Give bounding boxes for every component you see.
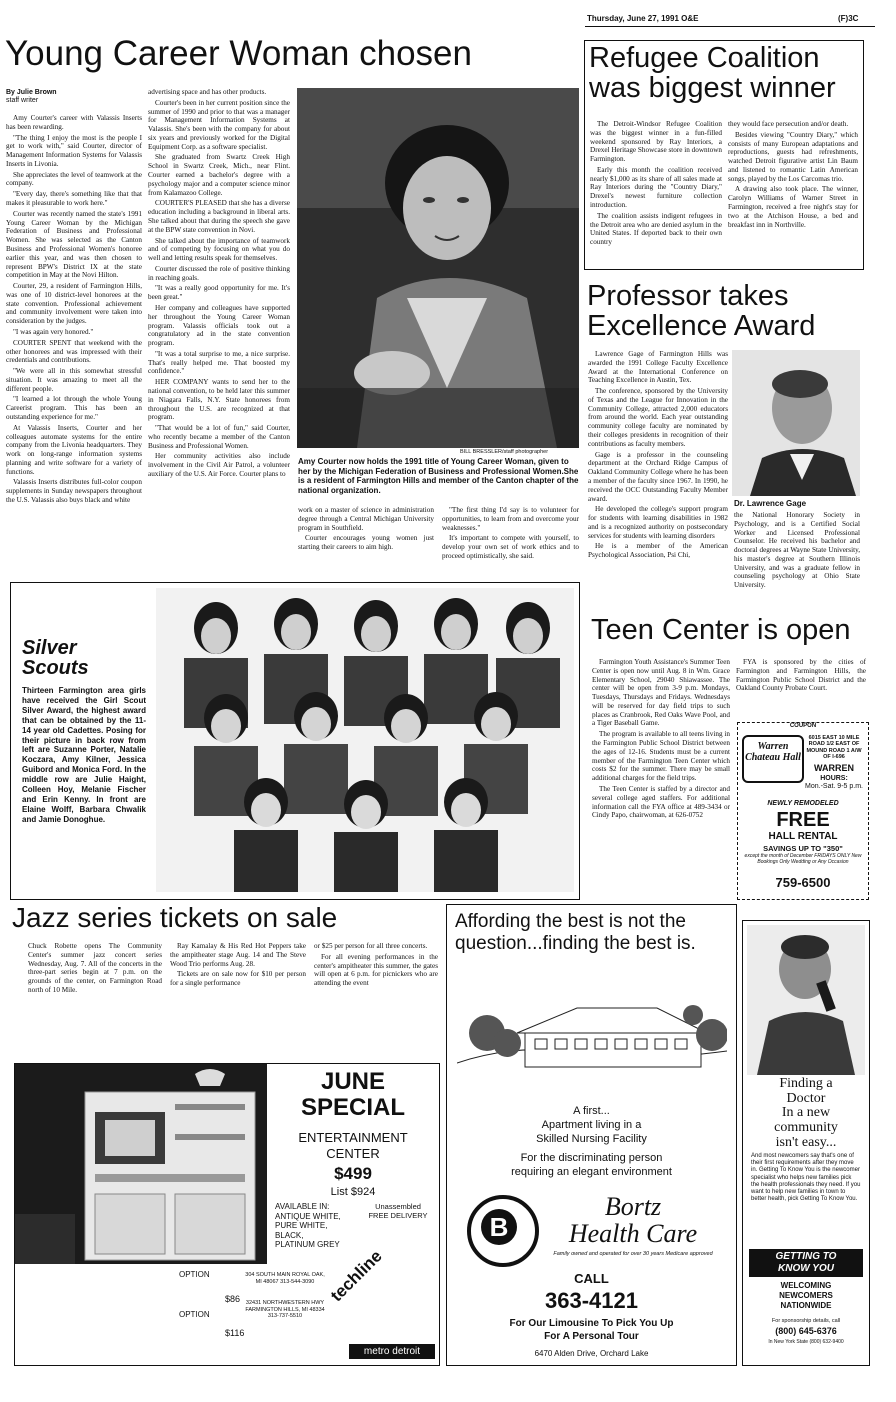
techline-price: $499 (334, 1164, 372, 1183)
bortz-line-5: requiring an elegant environment (511, 1166, 672, 1178)
professor-col2 (734, 511, 860, 592)
paragraph: COURTER'S PLEASED that she has a diverse education including a background in liberal arts. She talked about that during the speech she gave at the BPW state convention in Novi. (148, 199, 290, 234)
techline-ent-1: ENTERTAINMENT (298, 1130, 408, 1145)
refugee-col1 (590, 120, 722, 249)
bortz-small-print: Family owned and operated for over 30 years Medicare approved (553, 1251, 713, 1257)
techline-finish-2: PURE WHITE, (275, 1221, 328, 1231)
bortz-limo (447, 1317, 736, 1343)
techline-finish-4: PLATINUM GREY (275, 1240, 340, 1250)
bortz-ad (446, 904, 737, 1366)
paragraph: The conference, sponsored by the University of Texas and the League for Innovation in the Community College, attracted 2,000 educators from around the world. Each year outstanding community college faculty are nominated by their colleges presidents in recognition of their contributions as faculty members. (588, 387, 728, 448)
gtky-body: And most newcomers say that's one of their first requirements after they move in. Getting To Know You is the newcomer specialist who helps new families pick the health professionals they need. If you want to help new families in town to better health, pick Getting To Know You. (751, 1153, 861, 1203)
paragraph: Courter discussed the role of positive thinking in reaching goals. (148, 264, 290, 282)
warren-hours (802, 775, 866, 790)
paragraph: FYA is sponsored by the cities of Farmington and Farmington Hills, the Farmington Public School District and the Oakland County Probate Court. (736, 658, 866, 693)
savings-label: SAVINGS UP TO "350" (763, 844, 843, 853)
paragraph: "Every day, there's something like that that makes it pleasurable to work here." (6, 190, 142, 208)
building-illustration (457, 973, 727, 1083)
coupon-label: COUPON (789, 723, 817, 729)
paragraph: She appreciates the level of teamwork at the company. (6, 170, 142, 188)
gtky-h3: In a new (781, 1105, 831, 1121)
silver-scouts-title-line-2: Scouts (22, 657, 89, 680)
masthead-page: (F)3C (838, 14, 859, 23)
warren-fine-print: except the month of December FRIDAYS ONLY New Bookings Only Wedding or Any Occasion (744, 853, 862, 865)
techline-finish-3: BLACK, (275, 1230, 304, 1240)
photo-credit: BILL BRESSLER/staff photographer (460, 449, 549, 455)
paragraph: Amy Courter's career with Valassis Inserts has been rewarding. (6, 114, 142, 131)
techline-brand: techline (326, 1246, 386, 1306)
bortz-tagline-1: Affording the best is not the (455, 911, 686, 932)
techline-finish-1: ANTIQUE WHITE, (275, 1211, 341, 1221)
bortz-call: CALL (574, 1271, 609, 1286)
hall-rental-label: HALL RENTAL (768, 831, 838, 842)
paragraph: The coalition assists indigent refugees in the Detroit area who are denied asylum in the United States. If deported back to their own country (590, 211, 722, 247)
techline-ad (14, 1063, 440, 1366)
paragraph: "That would be a lot of fun," said Courter, who recently became a member of the Canton Business and Professional Women. (148, 424, 290, 450)
bortz-copy (447, 1105, 736, 1180)
bortz-seal-inner (481, 1209, 517, 1245)
young-career-headline: Young Career Woman chosen (5, 34, 472, 73)
hours-label: HOURS: (820, 775, 848, 782)
warren-phone: 759-6500 (775, 875, 831, 890)
hours-value: Mon.-Sat. 9-5 p.m. (805, 782, 863, 790)
bortz-seal-letter: B (489, 1212, 509, 1242)
gtky-logo (749, 1249, 863, 1277)
young-career-col4 (442, 506, 579, 563)
paragraph: Farmington Youth Assistance's Summer Teen Center is open now until Aug. 8 in Wm. Grace Elementary School, 29040 Shiawassee. The center will be open from 3-9 p.m. Mondays, Tuesdays, Thursdays and Fridays. Wednesdays will be reserved for day field trips to such places as Cranbrook, Red Oaks Wave Pool, and a Tiger Baseball Game. (592, 658, 730, 728)
paragraph: "I was again very honored." (13, 327, 94, 336)
techline-free-delivery: FREE DELIVERY (368, 1211, 428, 1220)
lawrence-gage-photo (732, 350, 860, 496)
teen-center-headline: Teen Center is open (591, 614, 851, 646)
techline-june: JUNE (320, 1068, 386, 1095)
gtky-ny-phone: In New York State (800) 632-9400 (768, 1339, 844, 1345)
techline-ent-2: CENTER (326, 1145, 380, 1161)
paragraph: At Valassis Inserts, Courter and her colleagues automate systems for the entire company from the Livonia headquarters. They work on long-range information systems planning and write software for a variety of functions. (6, 423, 142, 476)
gtky-headline (743, 1077, 869, 1150)
jazz-col2 (170, 942, 306, 990)
paragraph: He is a member of the American Psychological Association, Psi Chi, (588, 542, 728, 560)
techline-option-1: OPTION (179, 1270, 210, 1279)
techline-special: SPECIAL (300, 1094, 405, 1121)
free-label: FREE (776, 809, 830, 831)
techline-delivery (359, 1202, 437, 1220)
paragraph: advertising space and has other products. (148, 88, 267, 96)
gtky-welcoming (743, 1281, 869, 1311)
techline-city: metro detroit (349, 1344, 435, 1359)
refugee-col2 (728, 120, 858, 231)
doctor-illustration (747, 925, 865, 1075)
bortz-name-1: Bortz (604, 1192, 662, 1221)
silver-scouts-title-line-1: Silver (22, 637, 77, 659)
paragraph: Her community activities also include involvement in the Civil Air Patrol, a volunteer auxiliary of the U.S. Air Force. Courter plans to (148, 452, 290, 479)
masthead-rule (585, 26, 875, 27)
techline-store-1: 304 SOUTH MAIN ROYAL OAK, MI 48067 313-544-3090 (245, 1272, 325, 1285)
bortz-address: 6470 Alden Drive, Orchard Lake (534, 1349, 649, 1358)
warren-city: WARREN (814, 763, 854, 773)
bortz-seal (467, 1195, 539, 1267)
paragraph: It's important to compete with yourself, to develop your own set of work ethics and to proceed optimistically, she said. (442, 534, 579, 560)
refugee-headline-line-1: Refugee Coalition (589, 42, 820, 74)
gtky-logo-2: KNOW YOU (778, 1263, 834, 1274)
paragraph: "The thing I enjoy the most is the people I get to work with," said Courter, director of Management Information Systems for Valassis Inserts in Livonia. (6, 133, 142, 168)
byline (6, 89, 57, 105)
young-career-col3 (298, 506, 434, 554)
refugee-headline (589, 44, 836, 103)
gtky-h1: Finding a (779, 1076, 833, 1091)
paragraph: Gage is a professor in the counseling department at the Orchard Ridge Campus of Oakland Community College where he has been a member of the faculty since 1967. In 1990, he received the OCC Outstanding Faculty Member award. (588, 450, 728, 503)
bortz-first: A first... (573, 1105, 610, 1117)
paragraph: Her company and colleagues have supported her throughout the Young Career Woman program. Valassis officials took out a congratulatory ad in the state convention program. (148, 303, 290, 348)
paragraph: A drawing also took place. The winner, Carolyn Williams of Warner Street in Farmington, received a free night's stay for two at the Atchison House, a bed and breakfast inn in Northville. (728, 185, 858, 229)
portrait-illustration (297, 88, 579, 448)
paragraph: She graduated from Swartz Creek High School in Swartz Creek, Mich., near Flint. Courter earned a bachelor's degree with a psychology major and a computer science minor from Kalamazoo College. (148, 153, 290, 197)
masthead-date: Thursday, June 27, 1991 O&E (587, 14, 699, 23)
paragraph: "We were all in this somewhat stressful situation. It was amazing to meet all the different people. (6, 367, 142, 393)
gtky-welcoming-2: NEWCOMERS (779, 1291, 833, 1300)
paragraph: or $25 per person for all three concerts. (314, 942, 428, 950)
young-career-col1 (6, 114, 142, 507)
techline-option-2: OPTION (179, 1310, 210, 1319)
paragraph: Courter was recently named the state's 1991 Young Career Woman by the Michigan Federation of Business and Professional Women. She was selected as the Canton Business and Professional Women's honoree earlier this year, and was then chosen to represent BPW's District IX at the state competition in May at the Novi Hilton. (6, 209, 142, 280)
jazz-col1 (28, 942, 162, 997)
paragraph: Chuck Robette opens The Community Center's summer jazz concert series Wednesday, Aug. 7. All of the concerts in the three-part series begin at 7 p.m. on the grounds of the center, on Farmington Road north of 10 Mile. (28, 942, 162, 994)
paragraph: Ray Kamalay & His Red Hot Peppers take the ampitheater stage Aug. 14 and The Steve Wood Trio performs Aug. 28. (170, 942, 306, 968)
professor-headline-line-2: Excellence Award (587, 309, 816, 342)
jazz-headline: Jazz series tickets on sale (12, 902, 338, 933)
paragraph: COURTER SPENT that weekend with the other honorees and was impressed with their credentials and contributions. (6, 338, 142, 365)
bortz-tagline-2: question...finding the best is. (455, 933, 696, 955)
gage-photo-caption: Dr. Lawrence Gage (734, 499, 807, 508)
paragraph: "It was a total surprise to me, a nice surprise. That's really helped me. That boosted my confidence." (148, 349, 290, 376)
bortz-line-3: Skilled Nursing Facility (536, 1132, 647, 1145)
gtky-logo-1: GETTING TO (775, 1251, 837, 1262)
chateau-name: Warren Chateau Hall (745, 741, 801, 763)
techline-store-2: 32431 NORTHWESTERN HWY FARMINGTON HILLS, MI 48334 313-737-5510 (245, 1300, 325, 1320)
bortz-name-2: Health Care (568, 1219, 698, 1249)
bortz-line-2: Apartment living in a (541, 1118, 642, 1131)
scouts-group-illustration (156, 588, 574, 892)
techline-finishes (275, 1202, 365, 1250)
bortz-limo-1: For Our Limousine To Pick You Up (509, 1318, 674, 1329)
gtky-welcoming-1: WELCOMING (780, 1281, 832, 1290)
paragraph: The program is available to all teens living in the Farmington Public School District between the ages of 12-16. Students must be a current member of the Farmington Teen Center which costs $2 for the summer. There may be small additional charges for the field trips. (592, 730, 730, 783)
gtky-sponsor: For sponsorship details, call (771, 1318, 841, 1324)
techline-list-price: List $924 (330, 1186, 376, 1198)
teen-center-col1 (592, 658, 730, 822)
paragraph: HER COMPANY wants to send her to the national convention, to be held later this summer in Niagara Falls, N.Y. State honorees from throughout the U.S. are recognized at that program. (148, 378, 290, 422)
bortz-phone: 363-4121 (545, 1288, 638, 1313)
paragraph: Tickets are on sale now for $10 per person for a single performance (170, 970, 306, 988)
gtky-h5: isn't easy... (775, 1134, 837, 1150)
professor-col1 (588, 350, 728, 562)
bortz-line-4: For the discriminating person (520, 1152, 663, 1165)
paragraph: Courter encourages young women just starting their careers to aim high. (298, 534, 434, 552)
chateau-logo (742, 735, 804, 783)
paragraph: work on a master of science in administration degree through a Central Michigan University program in Southfield. (298, 506, 434, 532)
teen-center-col2 (736, 658, 866, 695)
paragraph: He developed the college's support program for students with learning disabilities in 1982 and is a recognized authority on postsecondary services for students with learning disorders (588, 505, 728, 540)
techline-option-price-1: $86 (225, 1294, 241, 1304)
paragraph: "It was a really good opportunity for me. It's been great." (148, 284, 290, 302)
young-career-col2 (148, 88, 290, 481)
entertainment-center-photo (15, 1064, 267, 1264)
paragraph: The Teen Center is staffed by a director and several college aged staffers. For additional information call the FYA office at 489-3434 or Cindy Papo, chairwoman, at 626-0752 (592, 784, 730, 820)
bortz-limo-2: For A Personal Tour (544, 1331, 639, 1342)
paragraph: Besides viewing "Country Diary," which consists of many European adaptations and reproductions, guests had refreshments, watched Detroit figurative artist Lin Baum and listened to romantic Latin American songs, played by the Los Carcomas trio. (728, 130, 858, 183)
gtky-h4: community (774, 1120, 838, 1136)
bortz-name (543, 1193, 723, 1248)
paragraph: Valassis Inserts distributes full-color coupon supplements in Sunday newspapers throughout the U.S. Valassis also buys black and white (6, 478, 142, 505)
professor-headline-line-1: Professor takes (587, 280, 789, 312)
paragraph: Lawrence Gage of Farmington Hills was awarded the 1991 College Faculty Excellence Award at the International Conference on Teaching Excellence in Austin, Tex. (588, 350, 728, 385)
courter-photo-caption: Amy Courter now holds the 1991 title of Young Career Woman, given to her by the Michigan Federation of Business and Professional Women.She is a resident of Farmington Hills and member of the Canton chapter of the national organization. (298, 457, 579, 495)
techline-option-price-2: $116 (225, 1328, 245, 1338)
paragraph: She talked about the importance of teamwork and of competing by focusing on what you do well and letting results speak for themselves. (148, 236, 290, 263)
paragraph: Courter, 29, a resident of Farmington Hills, was one of 10 district-level honorees at the state convention. Professional achievement and community involvement were taken into consideration by the judges. (6, 282, 142, 326)
techline-entertainment (269, 1130, 437, 1161)
paragraph: "I learned a lot through the whole Young Careerist program. This has been an outstanding experience for me." (6, 395, 142, 421)
techline-unassembled: Unassembled (375, 1202, 421, 1211)
warren-address: 6015 EAST 10 MILE ROAD 1/2 EAST OF MOUND ROAD 1 A/W OF I-696 (806, 735, 862, 760)
entertainment-center-illustration (15, 1064, 267, 1264)
silver-scouts-title (22, 638, 89, 679)
paragraph: Early this month the coalition received nearly $1,000 as its share of all sales made at Ray Interiors during the "Country Diary," Drexel's newest furniture collection introduction. (590, 165, 722, 210)
techline-available: AVAILABLE IN: (275, 1202, 330, 1211)
gtky-welcoming-3: NATIONWIDE (780, 1301, 832, 1310)
gtky-phone: (800) 645-6376 (775, 1326, 837, 1336)
byline-name: By Julie Brown (6, 89, 57, 96)
professor-headline (587, 282, 815, 341)
paragraph: The Detroit-Windsor Refugee Coalition was the biggest winner in a fun-filled weekend sponsored by Ray Interiors, a Drexel Heritage Showcase store in downtown Farmington. (590, 120, 722, 164)
amy-courter-photo (297, 88, 579, 448)
paragraph: For all evening performances in the center's ampitheater this summer, the gates will open at 6 p.m. for picnickers who are attending the event (314, 952, 438, 988)
newly-remodeled: NEWLY REMODELED (767, 800, 839, 807)
paragraph: "The first thing I'd say is to volunteer for opportunities, to learn from and overcome your weaknesses." (442, 506, 579, 532)
jazz-col3 (314, 942, 438, 990)
gtky-ad (742, 920, 870, 1366)
paragraph: they would face persecution and/or death. (728, 120, 849, 128)
gage-portrait (732, 350, 860, 496)
warren-chateau-ad (737, 722, 869, 900)
silver-scouts-photo (156, 588, 574, 892)
doctor-photo (747, 925, 865, 1075)
silver-scouts-caption: Thirteen Farmington area girls have received the Girl Scout Silver Award, the highest award that can be obtained by the 11-14 year old Cadettes. Posing for their picture in back row from left are Suzanne Porter, Natalie Koczara, Amy Kilner, Jessica Guibord and Monica Ford. In the middle row are Julie Haight, Colleen Hoy, Melanie Fischer and Erin Kenny. In front are Elaine Wolff, Barbara Chwalik and Jamie Donoghue. (22, 686, 146, 824)
paragraph: the National Honorary Society in Psychology, and is a Certified Social Worker and Licensed Professional Counselor. He received his bachelor and doctoral degrees at Wayne State University, his master's degree at Southern Illinois University, and was a graduate fellow in counseling psychology at Ohio State University. (734, 511, 860, 590)
byline-role: staff writer (6, 97, 39, 105)
paragraph: Courter's been in her current position since the summer of 1990 and prior to that was a manager for Management Information Systems at Valassis. She's been with the company for about six years and previously worked for the Digital Equipment Corp. as a software specialist. (148, 98, 290, 151)
gtky-h2: Doctor (786, 1090, 826, 1106)
bortz-tagline (455, 911, 730, 956)
refugee-headline-line-2: was biggest winner (589, 71, 836, 104)
